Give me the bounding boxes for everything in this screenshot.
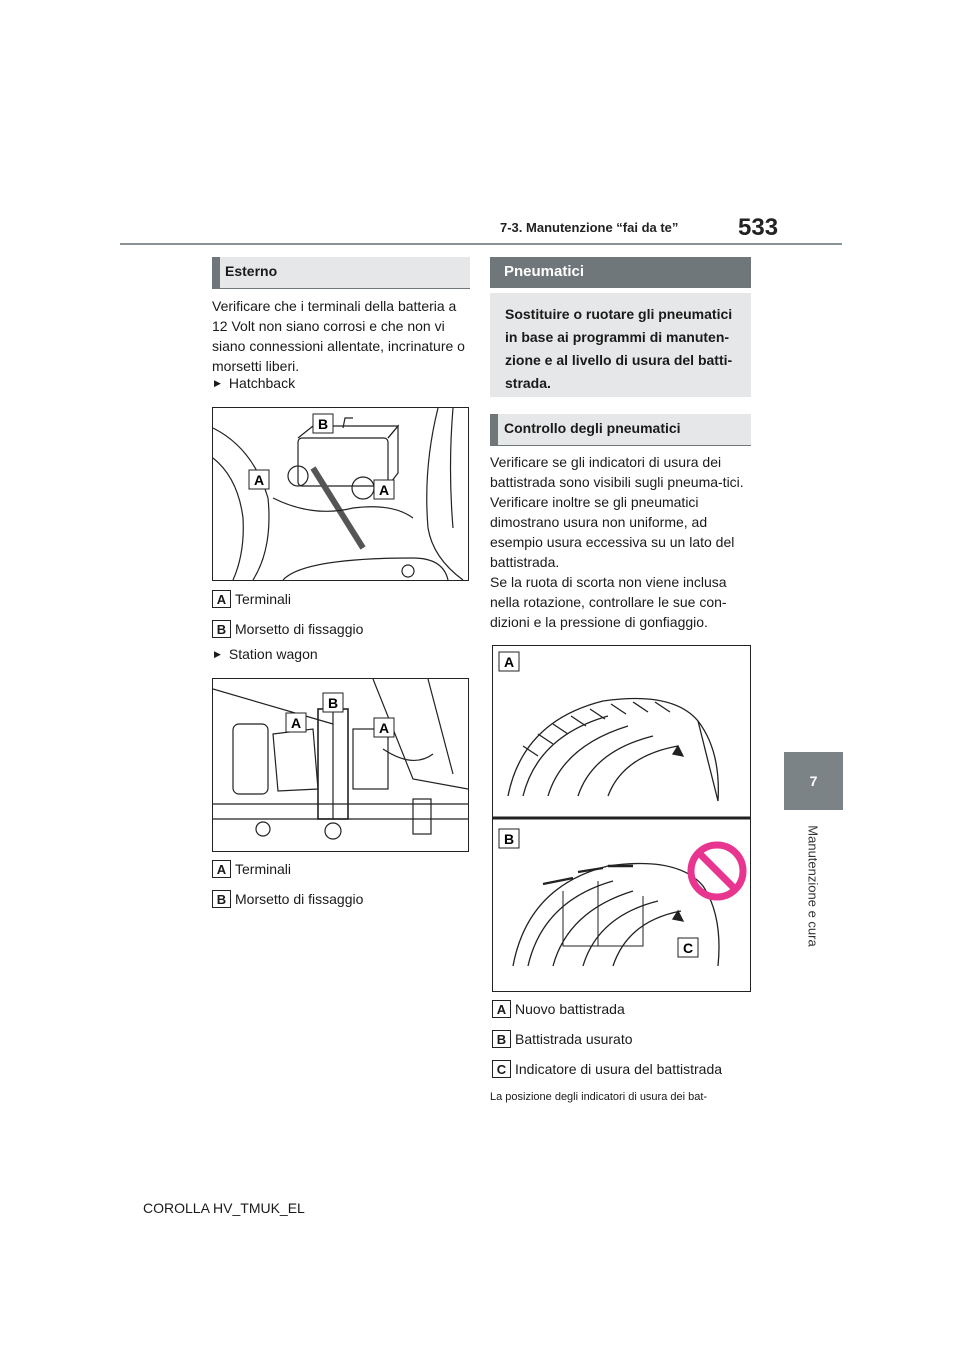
wagon-legend-a [212,860,291,878]
legend-badge-b: B [492,1030,511,1048]
wagon-label-a2: A [378,720,390,736]
hatchback-label-a2: A [378,482,390,498]
wagon-label-a1: A [290,715,302,731]
hatchback-legend-a [212,590,291,608]
legend-badge-c: C [492,1060,511,1078]
tire-label-a: A [503,654,515,670]
tire-legend-b [492,1030,633,1048]
chapter-side-title: Manutenzione e cura [805,825,821,947]
legend-text: Battistrada usurato [515,1031,633,1047]
chapter-tab: 7 [784,752,843,810]
pneumatici-intro: Sostituire o ruotare gli pneumatici in base ai programmi di manuten-zione e al livello di usura del batti-strada. [505,306,733,391]
esterno-title: Esterno [225,263,278,279]
controllo-text-2: Se la ruota di scorta non viene inclusa nella rotazione, controllare le sue con-dizioni e la pressione di gonfiaggio. [490,574,727,630]
controllo-rule [490,445,751,446]
header-rule [120,243,842,245]
legend-text: Morsetto di fissaggio [235,891,364,907]
legend-badge-a: A [212,590,231,608]
controllo-title: Controllo degli pneumatici [504,420,681,436]
legend-text: Morsetto di fissaggio [235,621,364,637]
legend-text: Indicatore di usura del battistrada [515,1061,723,1077]
pneumatici-heading [490,257,751,288]
legend-text: Nuovo battistrada [515,1001,625,1017]
bullet-station-wagon: ▶ Station wagon [214,646,318,662]
legend-badge-a: A [492,1000,511,1018]
hatchback-battery-illustration [213,408,468,580]
controllo-heading [490,414,751,445]
wagon-legend-b [212,890,363,908]
hatchback-legend-b [212,620,363,638]
tire-wear-figure [492,645,751,992]
hatchback-label-b: B [317,416,329,432]
section-header: 7-3. Manutenzione “fai da te” [500,220,679,235]
tire-legend-a [492,1000,625,1018]
tire-legend-c [492,1060,722,1078]
tire-label-b: B [503,831,515,847]
legend-badge-b: B [212,890,231,908]
pneumatici-title: Pneumatici [504,263,585,280]
pneumatici-intro-box [490,293,751,397]
page-number: 533 [738,214,779,241]
controllo-text-1: Verificare se gli indicatori di usura dei battistrada sono visibili sugli pneuma-tici. Verificare inoltre se gli pneumatici dimostrano usura non uniforme, ad esempio usura eccessiva su un lato del battistrada. [490,454,744,570]
hatchback-battery-figure [212,407,469,581]
station-wagon-battery-figure [212,678,469,852]
hatchback-label-a1: A [253,472,265,488]
tire-wear-illustration [493,646,750,991]
esterno-heading [212,257,470,288]
wagon-label-b: B [327,695,339,711]
bullet-hatchback: ▶ Hatchback [214,375,295,391]
prohibited-icon [691,845,743,897]
footer-model: COROLLA HV_TMUK_EL [143,1200,305,1216]
legend-badge-a: A [212,860,231,878]
legend-badge-b: B [212,620,231,638]
legend-text: Terminali [235,591,292,607]
tire-label-c: C [682,940,694,956]
legend-text: Terminali [235,861,292,877]
esterno-rule [212,288,470,289]
esterno-text: Verificare che i terminali della batteria a 12 Volt non siano corrosi e che non vi siano connessioni allentate, incrinature o morsetti liberi. [212,298,465,374]
station-wagon-battery-illustration [213,679,468,851]
footnote: La posizione degli indicatori di usura dei bat- [490,1091,708,1103]
